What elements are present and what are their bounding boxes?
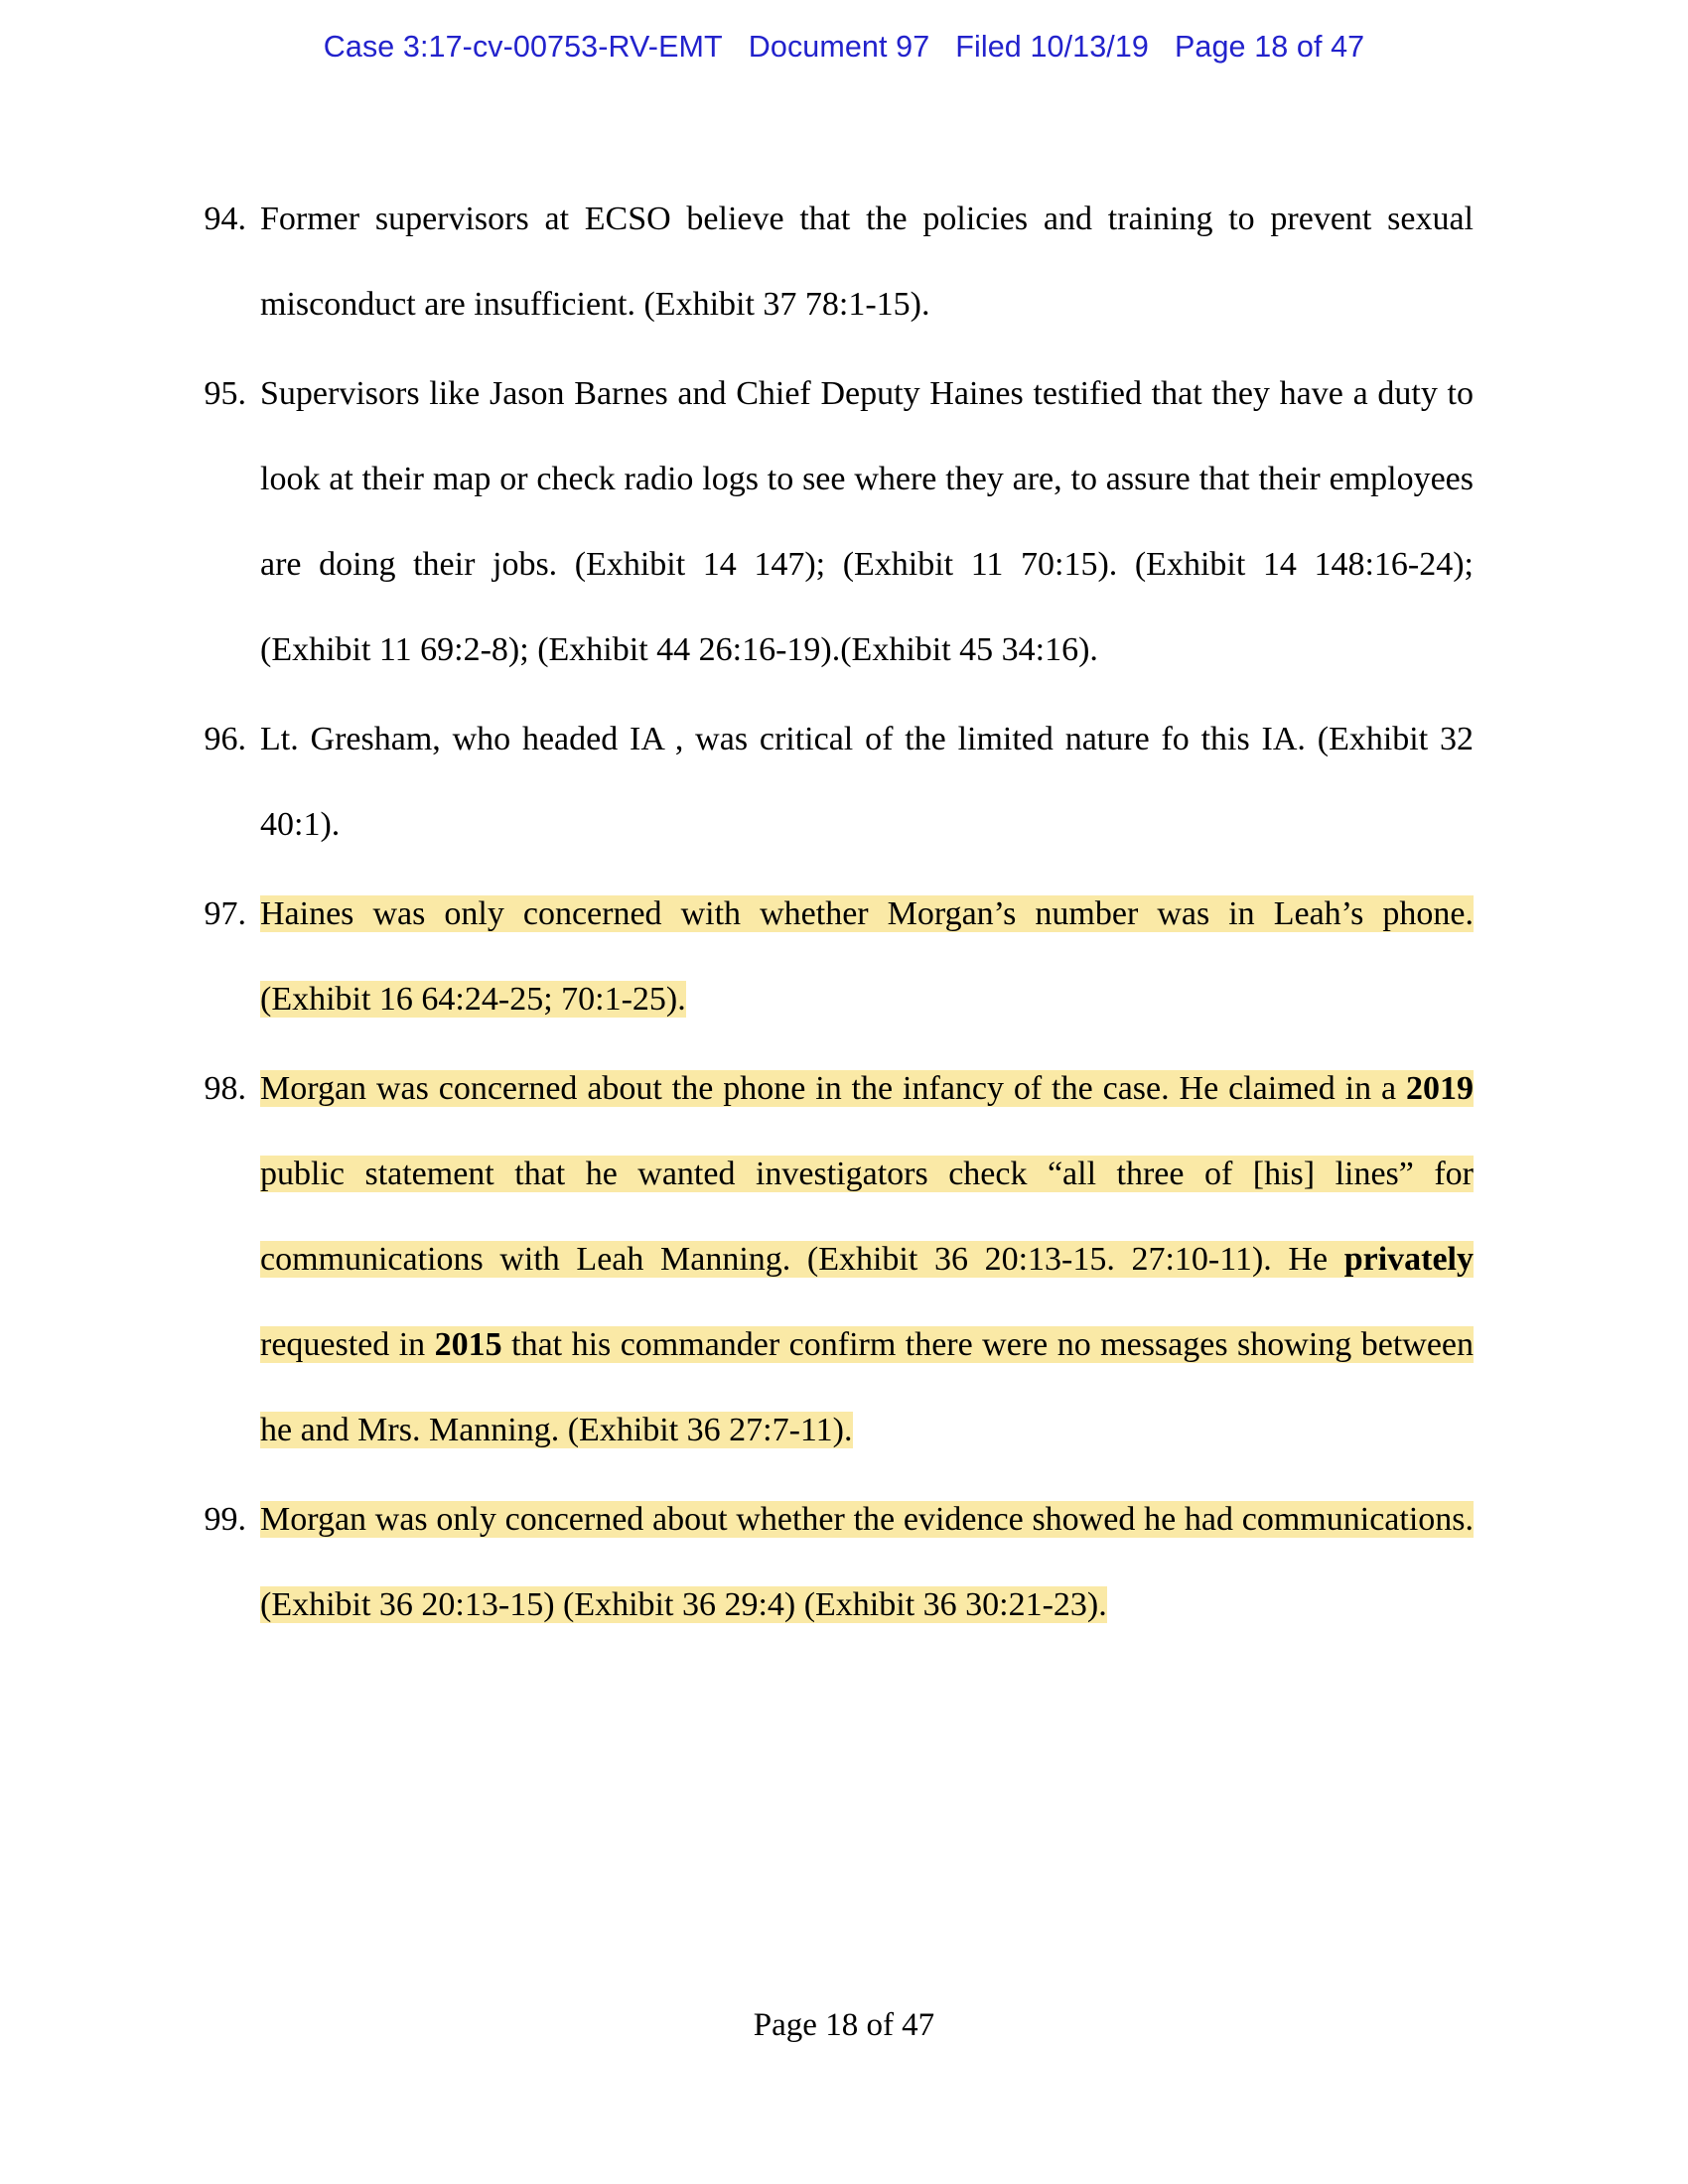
paragraph-text	[260, 872, 1474, 1042]
bold-term: privately	[1343, 1241, 1474, 1278]
paragraph-97-text	[260, 872, 1474, 1042]
bold-term: 2019	[1406, 1070, 1474, 1107]
ecf-case-number: Case 3:17-cv-00753-RV-EMT	[323, 30, 723, 64]
list-item	[187, 872, 1474, 1042]
list-item	[187, 1477, 1474, 1648]
bold-term: 2015	[434, 1326, 502, 1363]
ecf-header-stamp	[0, 30, 1688, 65]
paragraph-number: 99.	[204, 1501, 246, 1538]
paragraph-99-text	[260, 1477, 1474, 1648]
list-item	[187, 177, 1474, 347]
paragraph-text	[260, 177, 1474, 347]
paragraph-number: 94.	[204, 201, 246, 237]
list-item	[187, 697, 1474, 868]
ecf-page-number: Page 18 of 47	[1174, 30, 1365, 64]
ecf-document-number: Document 97	[748, 30, 930, 64]
paragraph-text	[260, 1046, 1474, 1473]
paragraph-text	[260, 351, 1474, 693]
list-item	[187, 1046, 1474, 1473]
highlighted-text: Morgan was concerned about the phone in the infancy of the case. He claimed in a 2019 public statement that he wanted investigators check “all three of [his] lines” for communications with Leah Manning. (Exhibit 36 20:13-15. 27:10-11). He privately requested in 2015 that his commander confirm there were no messages showing between he and Mrs. Manning. (Exhibit 36 27:7-11).	[260, 1070, 1475, 1448]
highlighted-text: Morgan was only concerned about whether the evidence showed he had communications. (Exhibit 36 20:13-15) (Exhibit 36 29:4) (Exhibit 36 30:21-23).	[260, 1501, 1474, 1623]
paragraph-96-text: Lt. Gresham, who headed IA , was critical of the limited nature fo this IA. (Exhibit 32 40:1).	[260, 721, 1474, 843]
paragraph-text	[260, 697, 1474, 868]
ecf-filed-date: Filed 10/13/19	[955, 30, 1149, 64]
page-footer: Page 18 of 47	[753, 2007, 935, 2043]
paragraph-98-text	[260, 1046, 1474, 1473]
paragraph-number: 95.	[204, 375, 246, 412]
paragraph-number: 98.	[204, 1070, 246, 1107]
paragraph-text	[260, 1477, 1474, 1648]
paragraph-94-text: Former supervisors at ECSO believe that the policies and training to prevent sexual misconduct are insufficient. (Exhibit 37 78:1-15).	[260, 201, 1474, 323]
paragraph-95-text: Supervisors like Jason Barnes and Chief Deputy Haines testified that they have a duty to look at their map or check radio logs to see where they are, to assure that their employees are doing their jobs. (Exhibit 14 147); (Exhibit 11 70:15). (Exhibit 14 148:16-24); (Exhibit 11 69:2-8); (Exhibit 44 26:16-19).(Exhibit 45 34:16).	[260, 375, 1474, 668]
list-item	[187, 351, 1474, 693]
paragraph-number: 97.	[204, 895, 246, 932]
highlighted-text: Haines was only concerned with whether Morgan’s number was in Leah’s phone. (Exhibit 16 64:24-25; 70:1-25).	[260, 895, 1474, 1018]
paragraph-number: 96.	[204, 721, 246, 757]
numbered-paragraph-list	[187, 177, 1474, 1648]
